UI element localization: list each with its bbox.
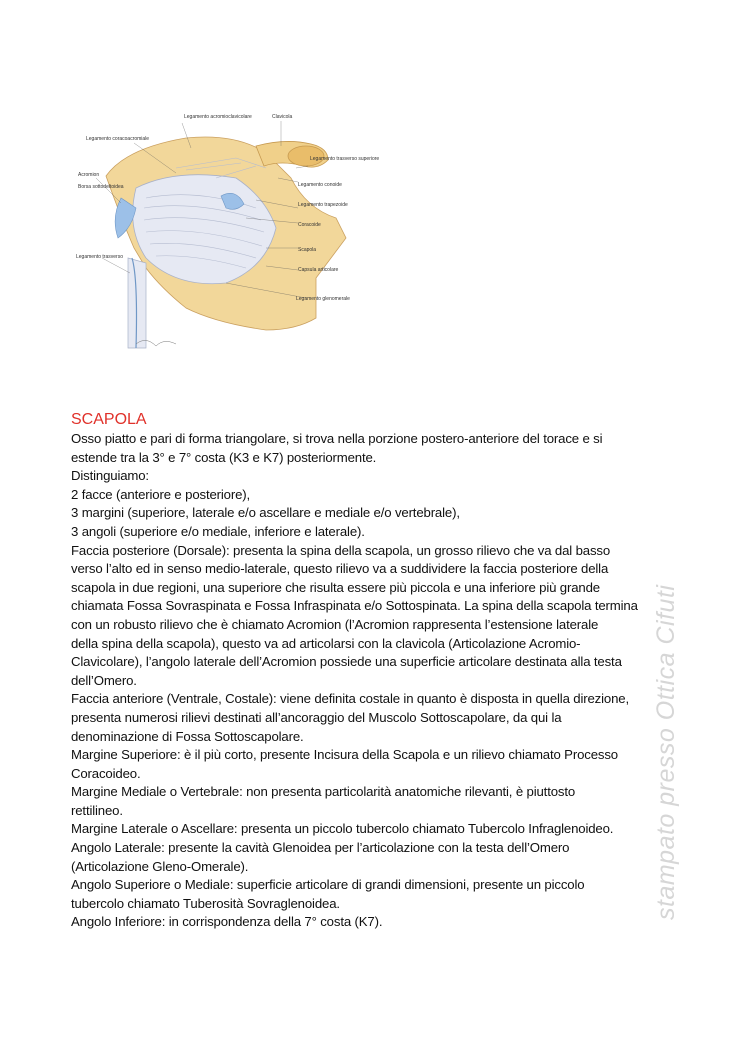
label-scapola: Scapola	[298, 247, 317, 253]
text-line: (Articolazione Gleno-Omerale).	[71, 858, 249, 874]
text-line: con un robusto rilievo che è chiamato Acromion (l’Acromion rappresenta l’estensione laterale	[71, 616, 599, 632]
shoulder-ligaments-illustration	[66, 108, 380, 358]
text-line: Faccia anteriore (Ventrale, Costale): viene definita costale in quanto è disposta in quella direzione,	[71, 691, 629, 707]
body-text	[71, 430, 671, 932]
text-line: Osso piatto e pari di forma triangolare, si trova nella porzione postero-anteriore del torace e si	[71, 431, 603, 446]
label-glenomerale: Legamento glenomerale	[296, 296, 350, 302]
text-line: 3 angoli (superiore e/o mediale, inferiore e laterale).	[71, 523, 365, 539]
text-line: 3 margini (superiore, laterale e/o ascellare e mediale e/o vertebrale),	[71, 505, 460, 521]
text-line: denominazione di Fossa Sottoscapolare.	[71, 728, 304, 744]
text-line: Margine Laterale o Ascellare: presenta un piccolo tubercolo chiamato Tubercolo Infraglenoideo.	[71, 821, 614, 837]
label-trapezoide: Legamento trapezoide	[298, 202, 348, 208]
text-line: verso l’alto ed in senso medio-laterale, questo rilievo va a suddividere la faccia posteriore della	[71, 561, 609, 577]
text-line: Faccia posteriore (Dorsale): presenta la spina della scapola, un grosso rilievo che va dal basso	[71, 542, 611, 558]
label-acromioclavicular: Legamento acromioclavicolare	[184, 114, 252, 120]
text-line: scapola in due regioni, una superiore che risulta essere più piccola e una inferiore più grande	[71, 579, 600, 595]
text-line: estende tra la 3° e 7° costa (K3 e K7) posteriormente.	[71, 449, 377, 465]
text-line: Margine Mediale o Vertebrale: non presenta particolarità anatomiche rilevanti, è piuttosto	[71, 784, 576, 800]
text-line: 2 facce (anteriore e posteriore),	[71, 486, 251, 502]
text-line: della spina della scapola), questo va ad articolarsi con la clavicola (Articolazione Acromio-	[71, 635, 581, 651]
label-acromion: Acromion	[78, 172, 100, 178]
label-capsula: Capsula articolare	[298, 267, 339, 273]
label-coracoacromiale: Legamento coracoacromiale	[86, 136, 150, 142]
label-clavicola: Clavicola	[272, 114, 293, 120]
text-line: Clavicolare), l’angolo laterale dell’Acromion possiede una superficie articolare destinata alla testa	[71, 654, 622, 670]
text-line: Coracoideo.	[71, 765, 141, 781]
text-line: chiamata Fossa Sovraspinata e Fossa Infraspinata e/o Sottospinata. La spina della scapola termina	[71, 598, 638, 614]
text-line: tubercolo chiamato Tuberosità Sovraglenoidea.	[71, 895, 340, 911]
text-line: presenta numerosi rilievi destinati all’ancoraggio del Muscolo Sottoscapolare, da qui la	[71, 709, 562, 725]
text-line: dell’Omero.	[71, 672, 137, 688]
shoulder-ligaments-drawing	[66, 108, 380, 358]
text-line: Angolo Inferiore: in corrispondenza della 7° costa (K7).	[71, 914, 383, 930]
label-borsa: Borsa sottodeltoidea	[78, 184, 124, 190]
text-line: Angolo Superiore o Mediale: superficie articolare di grandi dimensioni, presente un piccolo	[71, 877, 585, 893]
text-line: Margine Superiore: è il più corto, presente Incisura della Scapola e un rilievo chiamato Processo	[71, 747, 618, 763]
label-trasverso-superiore: Legamento trasverso superiore	[310, 156, 380, 162]
text-line: Angolo Laterale: presente la cavità Glenoidea per l’articolazione con la testa dell’Omero	[71, 840, 570, 856]
label-trasverso: Legamento trasverso	[76, 254, 123, 260]
label-conoide: Legamento conoide	[298, 182, 342, 188]
watermark-stamp: stampato presso Ottica Cifuti	[652, 584, 680, 920]
text-line: rettilineo.	[71, 802, 123, 818]
section-title: SCAPOLA	[71, 411, 147, 428]
label-coracoide: Coracoide	[298, 222, 321, 228]
text-line: Distinguiamo:	[71, 468, 149, 484]
